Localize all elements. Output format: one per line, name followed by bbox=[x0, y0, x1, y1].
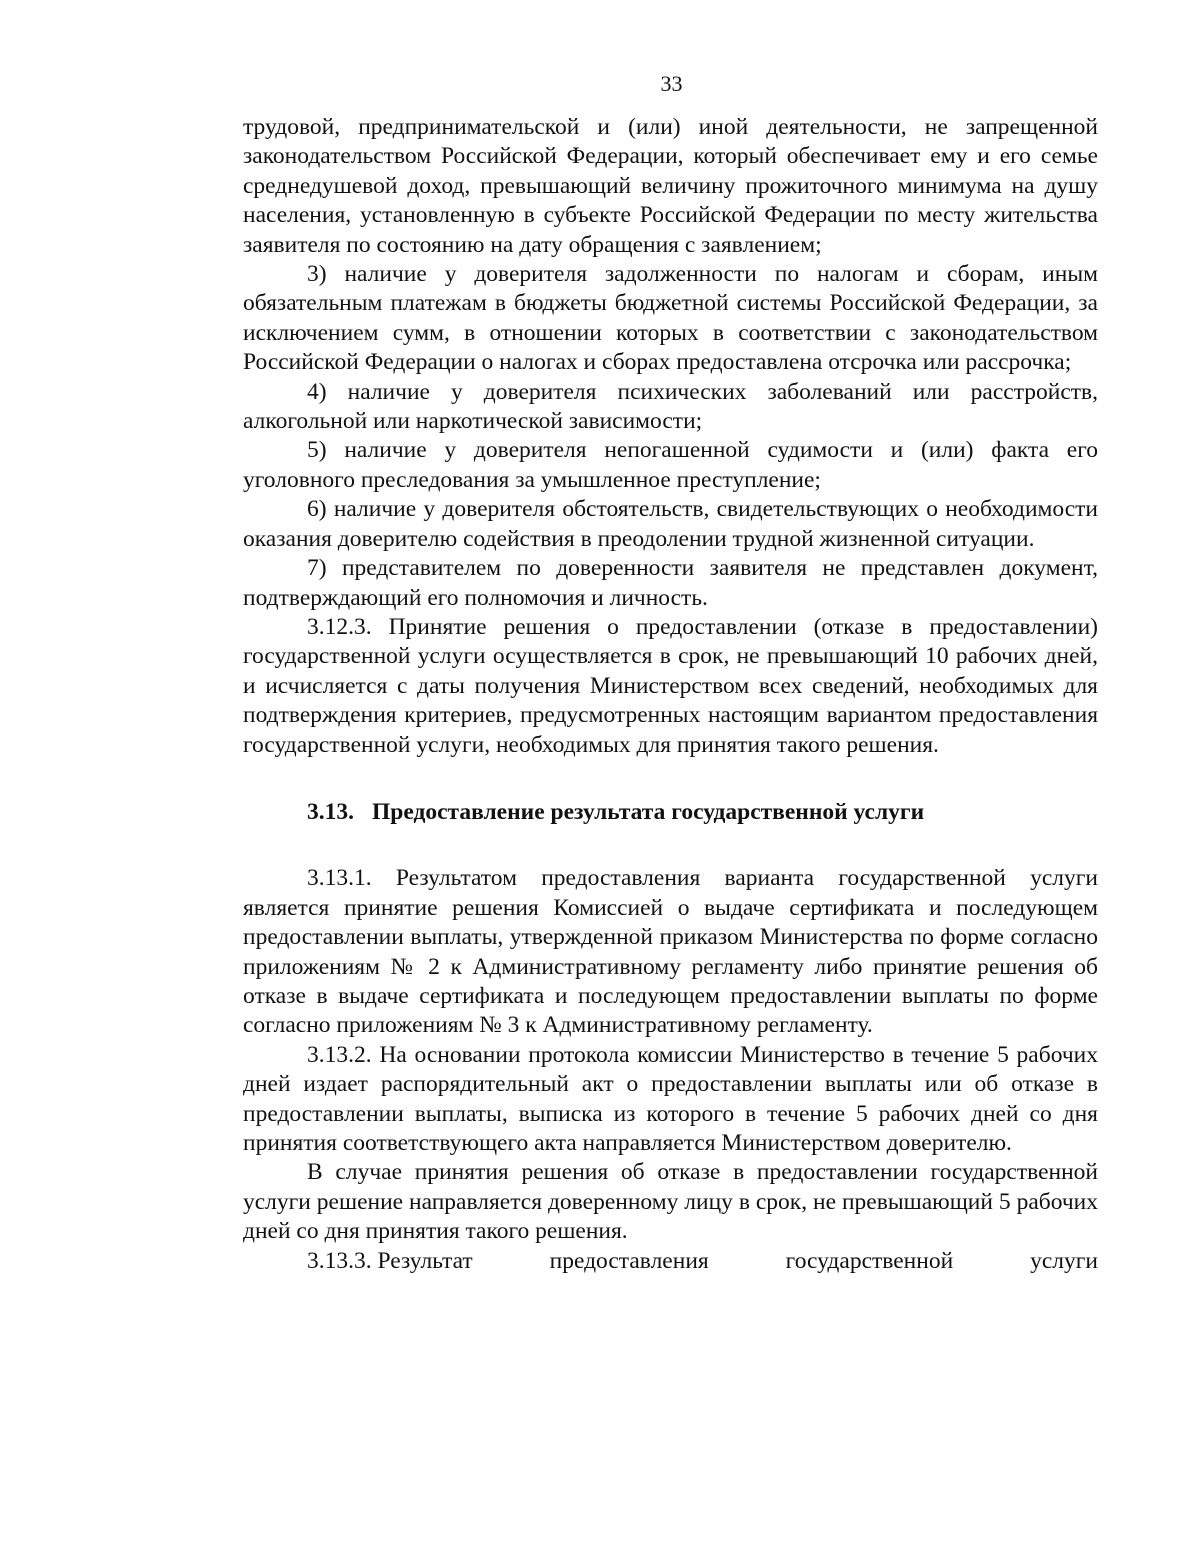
paragraph-item-4: 4) наличие у доверителя психических заболеваний или расстройств, алкогольной или наркотической зависимости; bbox=[243, 378, 1098, 435]
section-number: 3.13. bbox=[307, 798, 354, 825]
paragraph-refusal: В случае принятия решения об отказе в предоставлении государственной услуги решение направляется доверенному лицу в срок, не превышающий 5 рабочих дней со дня принятия такого решения. bbox=[243, 1159, 1098, 1245]
paragraph-item-6: 6) наличие у доверителя обстоятельств, свидетельствующих о необходимости оказания доверителю содействия в преодолении трудной жизненной ситуации. bbox=[243, 496, 1098, 552]
paragraph-item-7: 7) представителем по доверенности заявителя не представлен документ, подтверждающий его полномочия и личность. bbox=[243, 555, 1098, 611]
paragraph-3-13-2: 3.13.2. На основании протокола комиссии Министерство в течение 5 рабочих дней издает распорядительный акт о предоставлении выплаты или об отказе в предоставлении выплаты, выписка из которого в течение 5 рабочих дней со дня принятия соответствующего акта направляется Министерством доверителю. bbox=[243, 1041, 1098, 1156]
word: предоставления bbox=[549, 1247, 709, 1274]
paragraph-continuation: трудовой, предпринимательской и (или) иной деятельности, не запрещенной законодательством Российской Федерации, который обеспечивает ему и его семье среднедушевой доход, превышающий величину прожиточного минимума на душу населения, установленную в субъекте Российской Федерации по месту жительства заявителя по состоянию на дату обращения с заявлением; bbox=[243, 114, 1098, 258]
paragraph-item-5: 5) наличие у доверителя непогашенной судимости и (или) факта его уголовного преследования за умышленное преступление; bbox=[243, 437, 1098, 493]
word: государственной bbox=[785, 1247, 954, 1274]
document-body bbox=[243, 113, 1098, 1276]
paragraph-3-13-1: 3.13.1. Результатом предоставления варианта государственной услуги является принятие решения Комиссией о выдаче сертификата и последующем предоставлении выплаты, утвержденной приказом Министерства по форме согласно приложениям № 2 к Административному регламенту либо принятие решения об отказе в выдаче сертификата и последующем предоставлении выплаты по форме согласно приложениям № 3 к Административному регламенту. bbox=[243, 865, 1098, 1039]
paragraph-item-3: 3) наличие у доверителя задолженности по налогам и сборам, иным обязательным платежам в бюджеты бюджетной системы Российской Федерации, за исключением сумм, в отношении которых в соответствии с законодательством Российской Федерации о налогах и сборах предоставлена отсрочка или рассрочка; bbox=[243, 261, 1098, 376]
word: услуги bbox=[1030, 1247, 1098, 1274]
word: 3.13.3. Результат bbox=[307, 1247, 473, 1274]
paragraph-3-13-3 bbox=[243, 1247, 1098, 1276]
paragraph-3-12-3: 3.12.3. Принятие решения о предоставлении (отказе в предоставлении) государственной услуги осуществляется в срок, не превышающий 10 рабочих дней, и исчисляется с даты получения Министерством всех сведений, необходимых для подтверждения критериев, предусмотренных настоящим вариантом предоставления государственной услуги, необходимых для принятия такого решения. bbox=[243, 613, 1098, 758]
section-heading bbox=[243, 798, 1098, 827]
page-number: 33 bbox=[660, 71, 683, 96]
section-title: Предоставление результата государственной услуги bbox=[372, 798, 925, 825]
